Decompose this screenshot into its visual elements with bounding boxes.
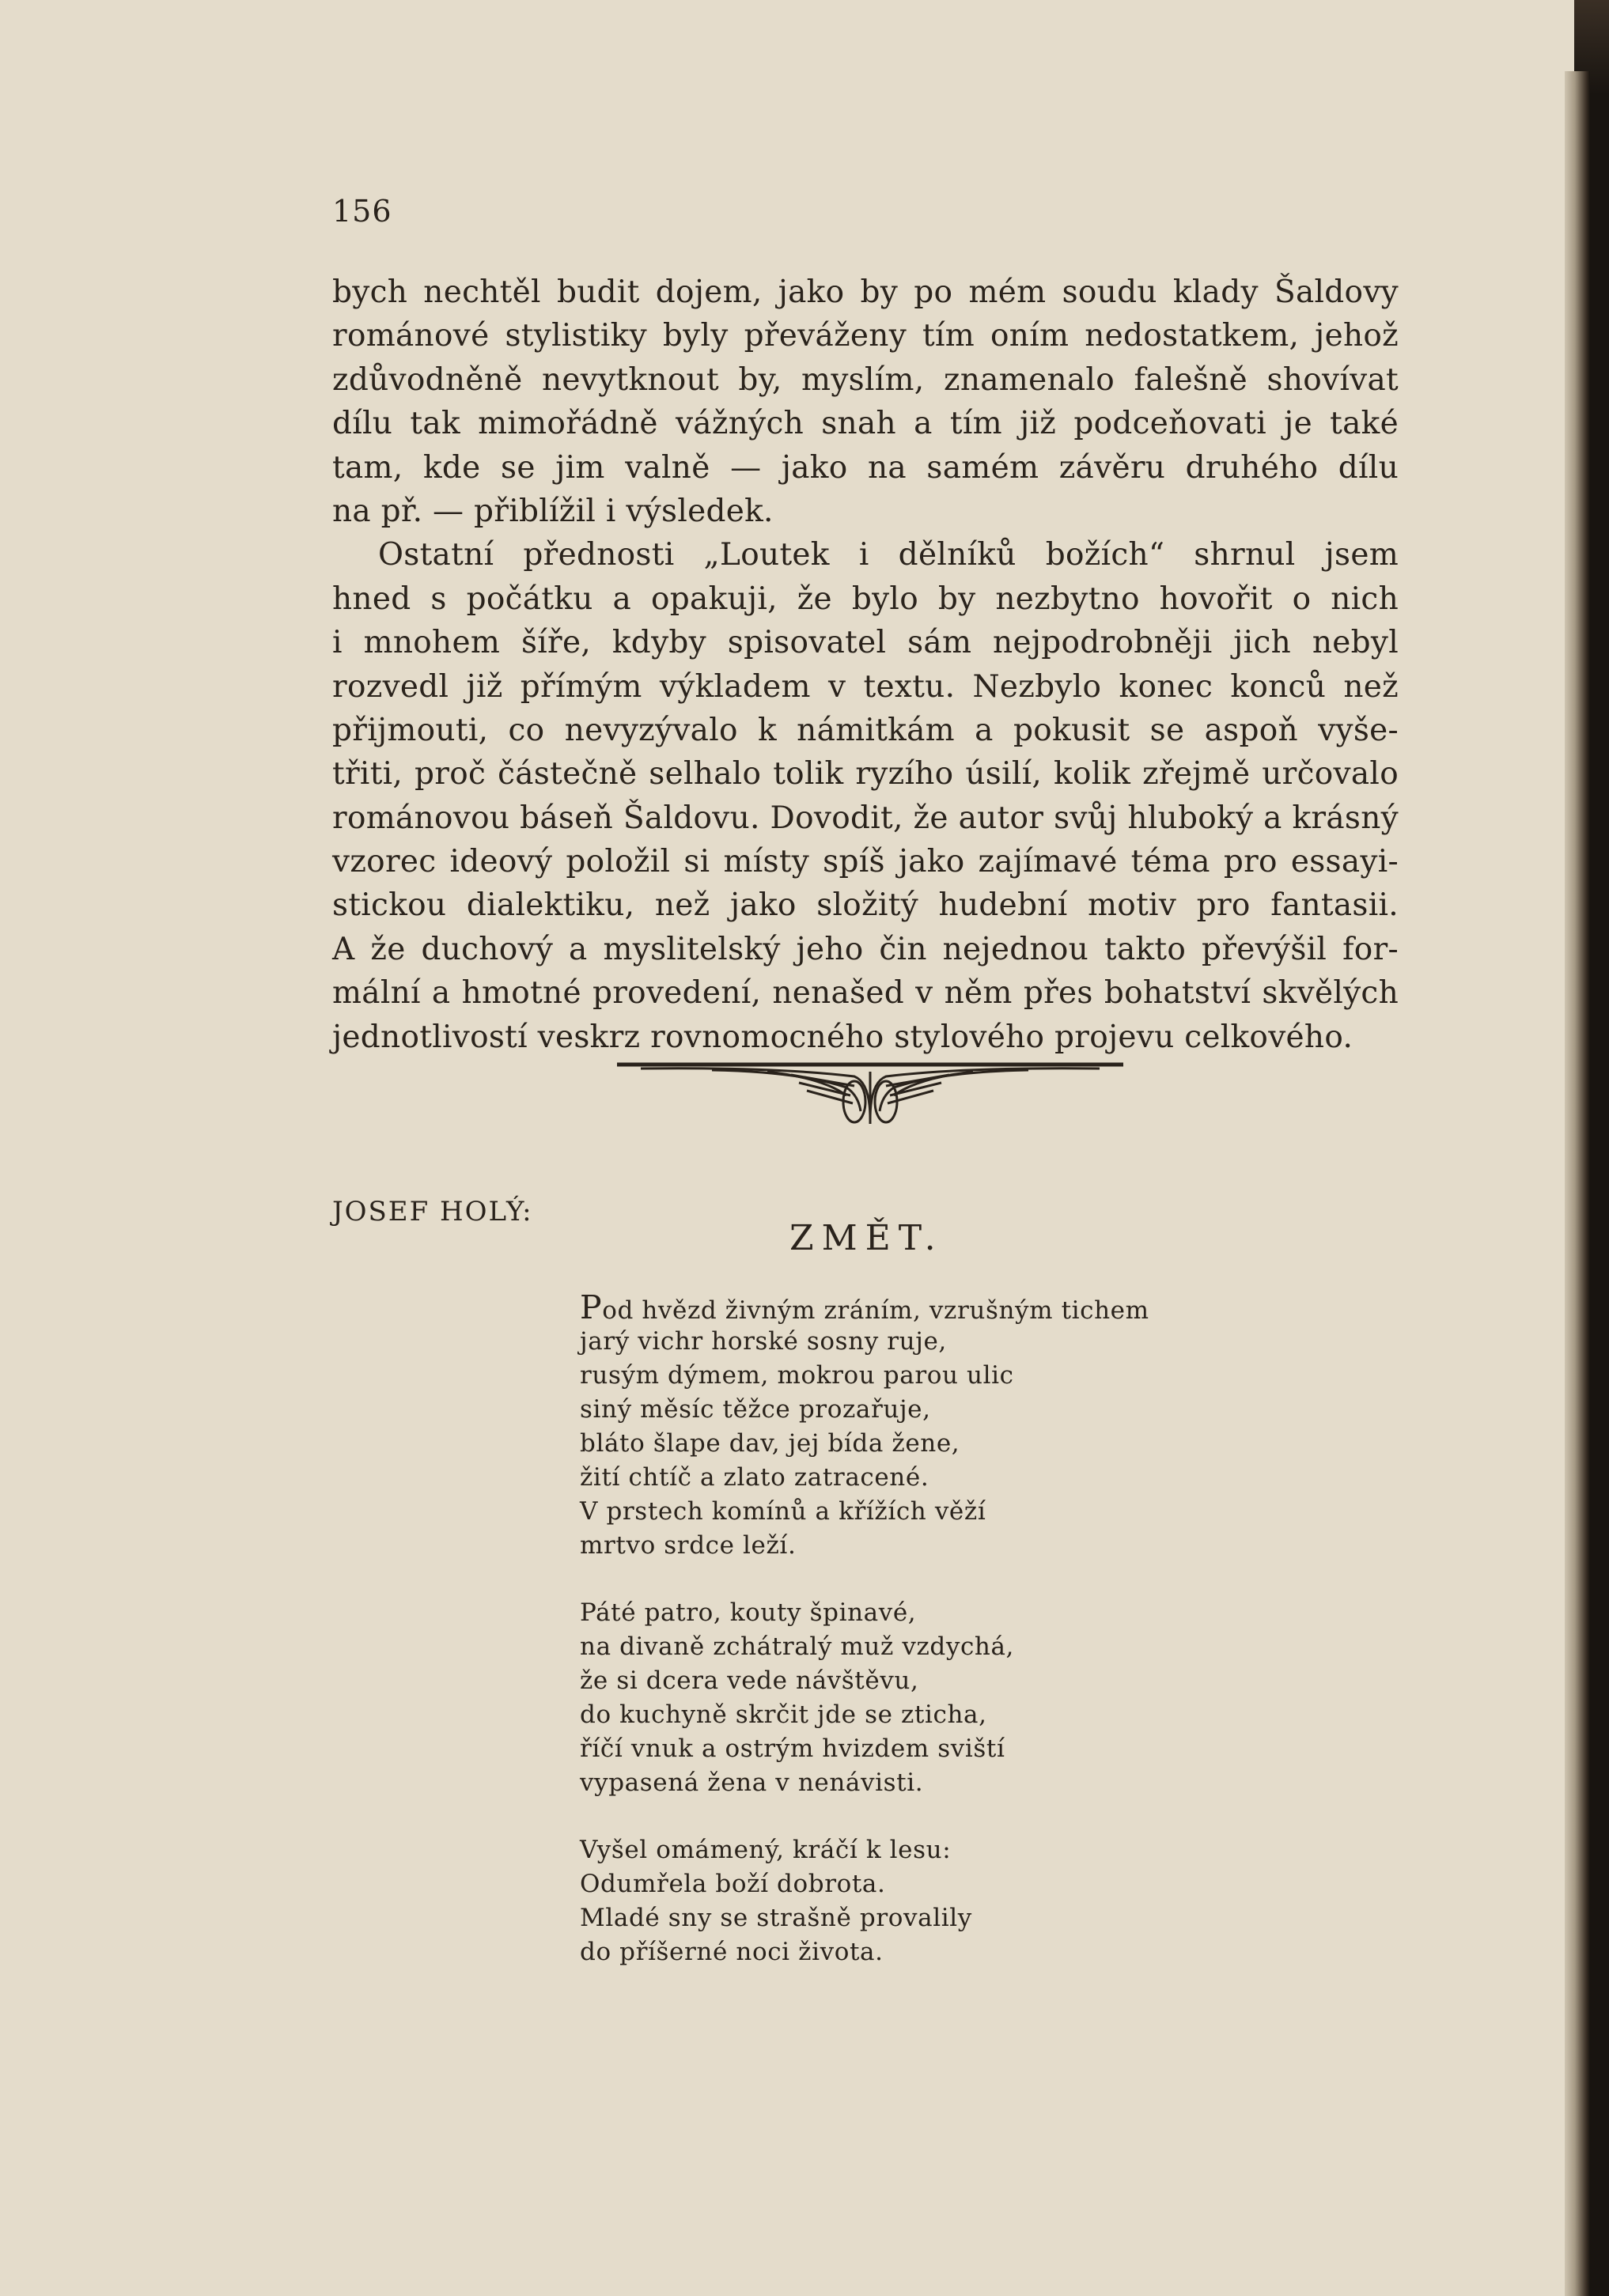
prose-line: třiti, proč částečně selhalo tolik ryzího úsilí, kolik zřejmě určovalo <box>332 756 1399 792</box>
prose-line: jednotlivostí veskrz rovnomocného stylového projevu celkového. <box>332 1019 1353 1055</box>
poem-line: žití chtíč a zlato zatracené. <box>580 1463 929 1492</box>
poem-line: do kuchyně skrčit jde se zticha, <box>580 1700 987 1729</box>
poem-line: Odumřela boží dobrota. <box>580 1870 886 1898</box>
poem-line: na divaně zchátralý muž vzdychá, <box>580 1632 1015 1661</box>
poem-line: rusým dýmem, mokrou parou ulic <box>580 1361 1014 1390</box>
prose-paragraphs <box>332 270 1399 1059</box>
drop-capital: P <box>580 1288 603 1326</box>
prose-line: mální a hmotné provedení, nenašed v něm přes bohatství skvělých <box>332 975 1399 1012</box>
prose-line: bych nechtěl budit dojem, jako by po mém soudu klady Šaldovy <box>332 274 1399 310</box>
prose-line: tam, kde se jim valně — jako na samém závěru druhého dílu <box>332 449 1399 486</box>
stanza-gap <box>580 1563 1292 1596</box>
prose-line: stickou dialektiku, než jako složitý hudební motiv pro fantasii. <box>332 887 1399 924</box>
poem-line: do příšerné noci života. <box>580 1938 884 1966</box>
prose-line: románovou báseň Šaldovu. Dovodit, že autor svůj hluboký a krásný <box>332 800 1399 836</box>
poem-line <box>580 1288 1292 1326</box>
prose-line: rozvedl již přímým výkladem v textu. Nezbylo konec konců než <box>332 668 1399 705</box>
poem-line: jarý vichr horské sosny ruje, <box>580 1327 947 1356</box>
prose-line: zdůvodněně nevytknout by, myslím, znamenalo falešně shovívat <box>332 361 1399 398</box>
poem-line: Vyšel omámený, kráčí k lesu: <box>580 1836 952 1864</box>
prose-line: románové stylistiky byly převáženy tím oním nedostatkem, jehož <box>332 318 1399 354</box>
poem-author: JOSEF HOLÝ: <box>332 1196 533 1227</box>
prose-line: vzorec ideový položil si místy spíš jako zajímavé téma pro essayi- <box>332 844 1399 880</box>
poem-title: ZMĚT. <box>789 1218 944 1258</box>
poem-line: mrtvo srdce leží. <box>580 1531 797 1560</box>
first-line-text: od hvězd živným zráním, vzrušným tichem <box>602 1296 1149 1325</box>
page-number: 156 <box>332 194 392 229</box>
prose-line: na př. — přiblížil i výsledek. <box>332 493 774 529</box>
page-edge-shadow <box>1565 71 1590 2296</box>
prose-line: Ostatní přednosti „Loutek i dělníků božích“ shrnul jsem <box>378 537 1399 573</box>
poem-line: že si dcera vede návštěvu, <box>580 1666 919 1695</box>
poem-line: Mladé sny se strašně provalily <box>580 1904 972 1932</box>
poem-stanza-3 <box>580 1833 1292 1969</box>
prose-line: dílu tak mimořádně vážných snah a tím již podceňovati je také <box>332 406 1399 442</box>
poem-line: vypasená žena v nenávisti. <box>580 1768 924 1797</box>
prose-line: hned s počátku a opakuji, že bylo by nezbytno hovořit o nich <box>332 581 1399 617</box>
stanza-gap <box>580 1800 1292 1833</box>
ornament-divider-icon <box>617 1048 1123 1135</box>
prose-line: A že duchový a myslitelský jeho čin nejednou takto převýšil for- <box>332 931 1399 967</box>
poem-line: říčí vnuk a ostrým hvizdem sviští <box>580 1734 1005 1763</box>
poem <box>580 1288 1292 1969</box>
poem-line: Páté patro, kouty špinavé, <box>580 1598 917 1627</box>
poem-line: siný měsíc těžce prozařuje, <box>580 1395 931 1424</box>
poem-line: bláto šlape dav, jej bída žene, <box>580 1429 960 1458</box>
prose-line: přijmouti, co nevyzývalo k námitkám a pokusit se aspoň vyše- <box>332 712 1399 748</box>
prose-line: i mnohem šíře, kdyby spisovatel sám nejpodrobněji jich nebyl <box>332 625 1399 661</box>
poem-stanza-1 <box>580 1288 1292 1563</box>
poem-line: V prstech komínů a křížích věží <box>580 1497 986 1526</box>
poem-stanza-2 <box>580 1596 1292 1800</box>
